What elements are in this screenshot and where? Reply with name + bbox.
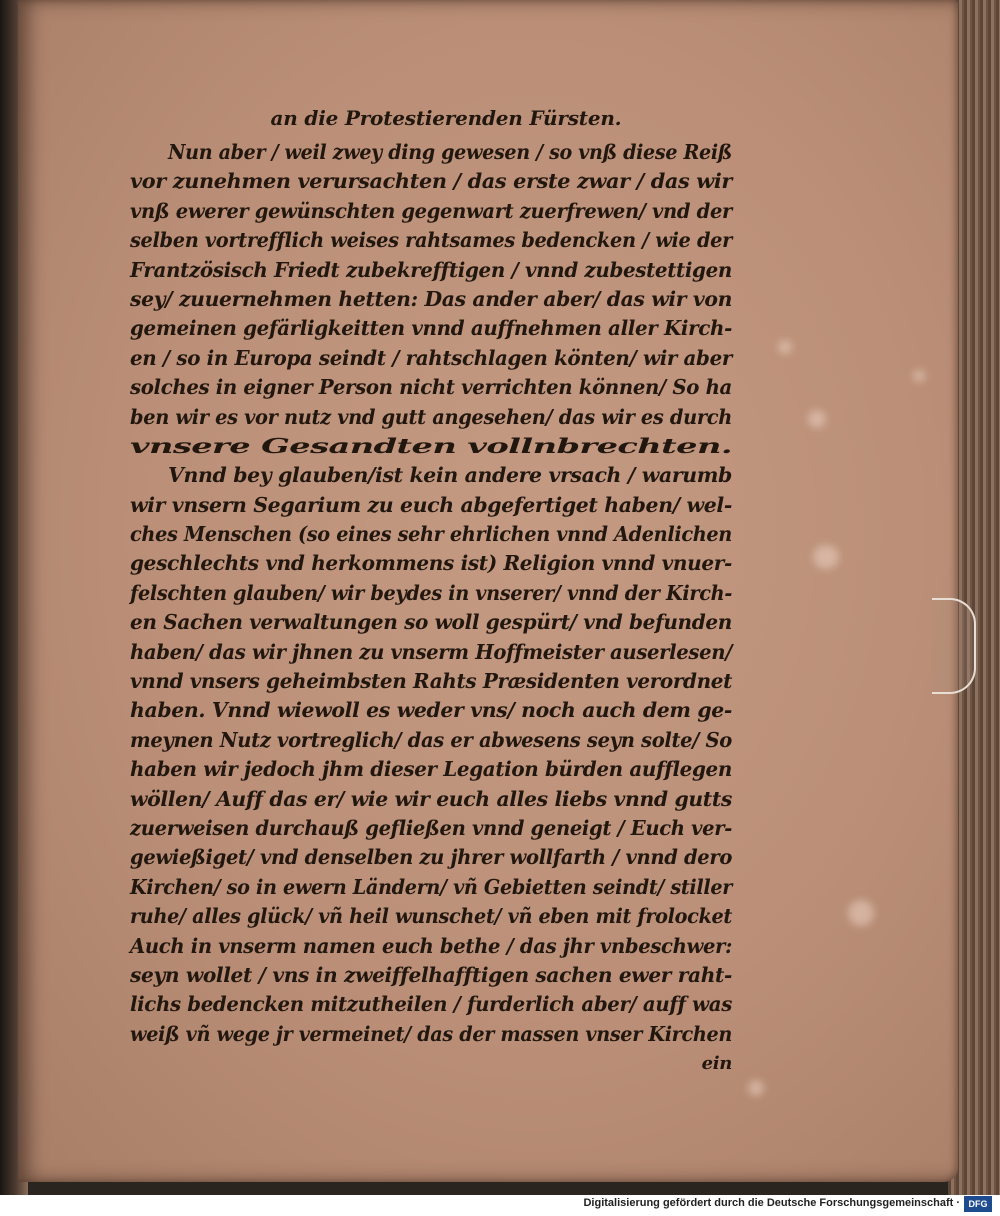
paper-spot	[913, 370, 925, 382]
text-line: haben. Vnnd wiewoll es weder vns/ noch auch dem ge-	[130, 698, 732, 723]
text-line: Nun aber / weil zwey ding gewesen / so vnß diese Reiß	[168, 140, 732, 164]
text-line: vnnd vnsers geheimbsten Rahts Præsidenten verordnet	[130, 669, 733, 694]
text-line: en Sachen verwaltungen so woll gespürt/ vnd befunden	[130, 610, 733, 635]
paper-spot	[848, 900, 874, 926]
text-line: haben/ das wir jhnen zu vnserm Hoffmeister auserlesen/	[130, 639, 733, 664]
text-line: solches in eigner Person nicht verrichten können/ So ha	[130, 375, 732, 400]
dfg-logo-icon: DFG	[964, 1196, 992, 1212]
text-line: Auch in vnserm namen euch bethe / das jhr vnbeschwer:	[130, 933, 733, 958]
text-line: vnsere Gesandten vollnbrechten.	[130, 433, 733, 458]
text-line: felschten glauben/ wir beydes in vnserer/ vnnd der Kirch-	[130, 580, 733, 605]
text-line: en / so in Europa seindt / rahtschlagen könten/ wir aber	[130, 345, 732, 370]
text-lines	[130, 138, 732, 1049]
text-line: haben wir jedoch jhm dieser Legation bürden aufflegen	[130, 757, 732, 782]
text-line: ben wir es vor nutz vnd gutt angesehen/ das wir es durch	[130, 404, 733, 429]
text-line: seyn wollet / vns in zweiffelhafftigen sachen ewer raht-	[130, 962, 733, 987]
text-line: selben vortrefflich weises rahtsames bedencken / wie der	[130, 228, 732, 253]
paper-spot	[748, 1080, 764, 1096]
paper-spot	[778, 340, 792, 354]
text-line: Frantzösisch Friedt zubekrefftigen / vnnd zubestettigen	[130, 257, 732, 282]
text-line: wir vnsern Segarium zu euch abgefertiget haben/ wel-	[130, 492, 732, 517]
text-line: Kirchen/ so in ewern Ländern/ vñ Gebietten seindt/ stiller	[130, 874, 733, 899]
text-line: wöllen/ Auff das er/ wie wir euch alles liebs vnnd gutts	[130, 786, 733, 811]
paper-spot	[808, 410, 826, 428]
funding-credit: Digitalisierung gefördert durch die Deutsche Forschungsgemeinschaft ·	[583, 1197, 960, 1209]
catchword: ein	[701, 1053, 732, 1075]
text-line: weiß vñ wege jr vermeinet/ das der massen vnser Kirchen	[130, 1021, 733, 1046]
text-line: zuerweisen durchauß gefließen vnnd geneigt / Euch ver-	[130, 815, 732, 840]
text-line: vnß ewerer gewünschten gegenwart zuerfrewen/ vnd der	[130, 198, 732, 223]
text-line: meynen Nutz vortreglich/ das er abwesens seyn solte/ So	[130, 727, 733, 752]
text-line: sey/ zuuernehmen hetten: Das ander aber/ das wir von	[130, 286, 733, 311]
text-line: Vnnd bey glauben/ist kein andere vrsach / warumb	[168, 463, 732, 488]
book-page	[18, 0, 958, 1182]
digitization-footer	[0, 1195, 1000, 1216]
running-head: an die Protestierenden Fürsten.	[270, 106, 622, 130]
text-line: geschlechts vnd herkommens ist) Religion vnnd vnuer-	[130, 551, 732, 576]
paper-spot	[813, 545, 839, 569]
text-line: ches Menschen (so eines sehr ehrlichen vnnd Adenlichen	[130, 522, 732, 547]
text-line: ruhe/ alles glück/ vñ heil wunschet/ vñ eben mit frolocket	[130, 904, 732, 929]
text-line: vor zunehmen verursachten / das erste zwar / das wir	[130, 169, 732, 194]
text-line: gemeinen gefärligkeitten vnnd auffnehmen aller Kirch-	[130, 316, 733, 341]
text-line: lichs bedencken mitzutheilen / furderlich aber/ auff was	[130, 992, 733, 1017]
text-line: gewießiget/ vnd denselben zu jhrer wollfarth / vnnd dero	[130, 845, 733, 870]
page-tab-marker	[932, 598, 976, 694]
page-text-block	[130, 98, 732, 1079]
